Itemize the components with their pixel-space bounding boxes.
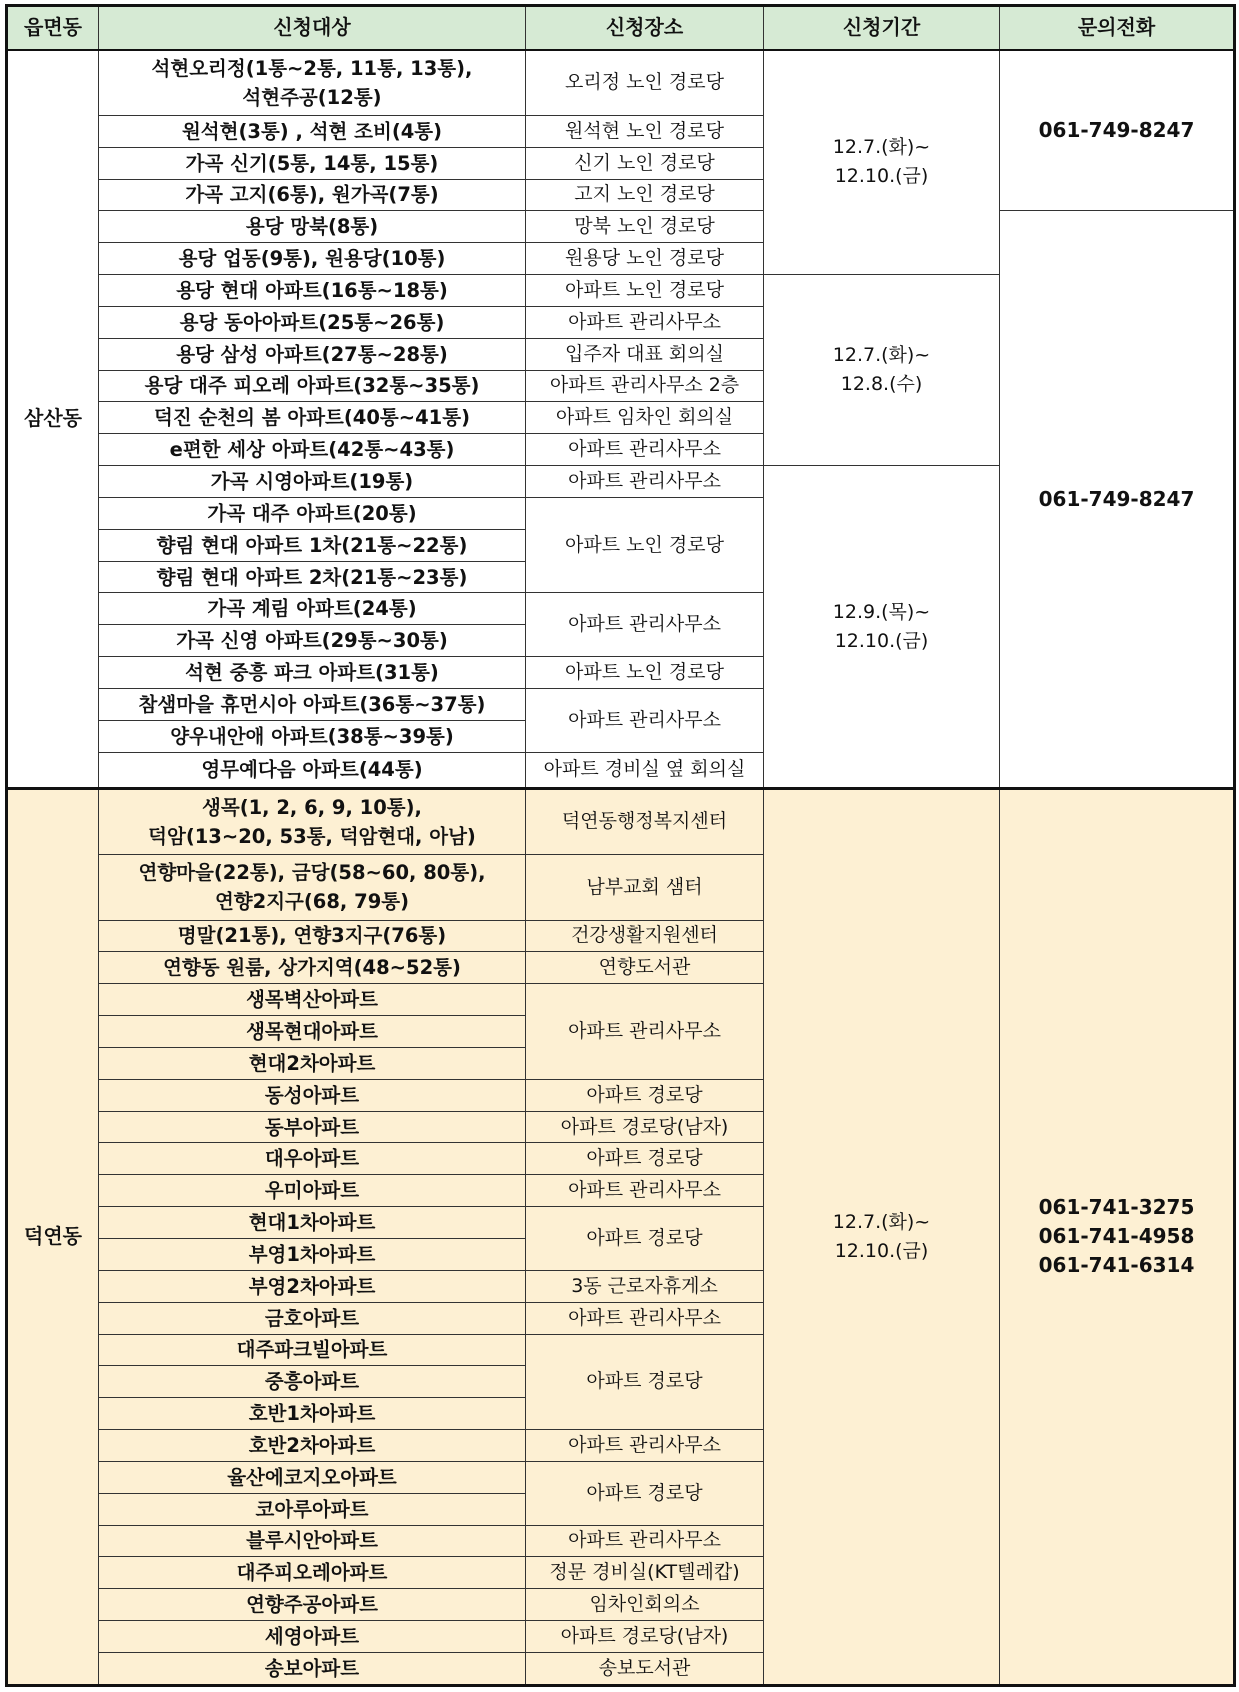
target-cell: 대우아파트 <box>99 1143 526 1175</box>
period-end: 12.10.(금) <box>834 629 929 652</box>
phone-number: 061-741-4958 <box>1038 1224 1195 1249</box>
target-cell <box>99 50 526 116</box>
target-cell: 동부아파트 <box>99 1111 526 1143</box>
period-start: 12.9.(목)~ <box>832 600 931 623</box>
target-cell: 부영1차아파트 <box>99 1238 526 1270</box>
header-phone: 문의전화 <box>1000 6 1235 50</box>
target-cell: 양우내안애 아파트(38통~39통) <box>99 720 526 752</box>
place-cell: 원용당 노인 경로당 <box>526 243 764 275</box>
target-cell: 영무예다음 아파트(44통) <box>99 752 526 788</box>
target-cell: 동성아파트 <box>99 1079 526 1111</box>
place-cell: 정문 경비실(KT텔레캅) <box>526 1557 764 1589</box>
target-cell: 가곡 신기(5통, 14통, 15통) <box>99 147 526 179</box>
target-cell: 율산에코지오아파트 <box>99 1461 526 1493</box>
place-cell: 아파트 노인 경로당 <box>526 657 764 689</box>
target-cell: 향림 현대 아파트 1차(21통~22통) <box>99 529 526 561</box>
place-cell: 아파트 경로당 <box>526 1461 764 1525</box>
target-line: 생목(1, 2, 6, 9, 10통), <box>202 795 422 819</box>
place-cell: 아파트 관리사무소 <box>526 593 764 657</box>
place-cell: 아파트 관리사무소 <box>526 1525 764 1557</box>
target-cell: e편한 세상 아파트(42통~43통) <box>99 434 526 466</box>
target-cell: 용당 업동(9통), 원용당(10통) <box>99 243 526 275</box>
period-cell <box>764 50 1000 275</box>
place-cell: 원석현 노인 경로당 <box>526 115 764 147</box>
target-cell: 현대2차아파트 <box>99 1047 526 1079</box>
target-line: 연향2지구(68, 79통) <box>214 890 410 914</box>
target-line: 석현주공(12통) <box>242 85 382 109</box>
phone-cell <box>1000 788 1235 1685</box>
target-cell: 가곡 시영아파트(19통) <box>99 466 526 498</box>
application-schedule-table <box>5 4 1236 1687</box>
place-cell: 아파트 임차인 회의실 <box>526 402 764 434</box>
target-cell: 대주피오레아파트 <box>99 1557 526 1589</box>
place-cell: 남부교회 샘터 <box>526 854 764 920</box>
place-cell: 아파트 경로당(남자) <box>526 1111 764 1143</box>
target-cell <box>99 788 526 854</box>
place-cell: 아파트 관리사무소 2층 <box>526 370 764 402</box>
dong-name: 삼산동 <box>7 50 99 789</box>
place-cell: 아파트 노인 경로당 <box>526 275 764 307</box>
place-cell: 아파트 노인 경로당 <box>526 497 764 593</box>
period-start: 12.7.(화)~ <box>832 344 931 367</box>
period-cell <box>764 466 1000 789</box>
place-cell: 아파트 관리사무소 <box>526 689 764 753</box>
place-cell: 아파트 관리사무소 <box>526 1430 764 1462</box>
target-cell: 현대1차아파트 <box>99 1207 526 1239</box>
target-cell: 세영아파트 <box>99 1621 526 1653</box>
target-cell: 블루시안아파트 <box>99 1525 526 1557</box>
deokyeon-section <box>7 788 1235 1685</box>
target-cell: 호반1차아파트 <box>99 1398 526 1430</box>
place-cell: 고지 노인 경로당 <box>526 179 764 211</box>
place-cell: 아파트 관리사무소 <box>526 1175 764 1207</box>
target-line: 연향마을(22통), 금당(58~60, 80통), <box>138 861 486 885</box>
table-header <box>7 6 1235 50</box>
target-cell <box>99 854 526 920</box>
place-cell: 망북 노인 경로당 <box>526 211 764 243</box>
target-cell: 용당 망북(8통) <box>99 211 526 243</box>
place-cell: 아파트 경비실 옆 회의실 <box>526 752 764 788</box>
phone-cell: 061-749-8247 <box>1000 50 1235 211</box>
target-cell: 가곡 계림 아파트(24통) <box>99 593 526 625</box>
target-line: 덕암(13~20, 53통, 덕암현대, 아남) <box>148 824 476 848</box>
period-end: 12.8.(수) <box>840 373 923 396</box>
phone-number: 061-741-6314 <box>1038 1253 1195 1278</box>
place-cell: 오리정 노인 경로당 <box>526 50 764 116</box>
place-cell: 송보도서관 <box>526 1652 764 1685</box>
header-period: 신청기간 <box>764 6 1000 50</box>
place-cell: 아파트 경로당 <box>526 1334 764 1430</box>
target-cell: 용당 삼성 아파트(27통~28통) <box>99 338 526 370</box>
place-cell: 아파트 관리사무소 <box>526 466 764 498</box>
place-cell: 아파트 관리사무소 <box>526 984 764 1080</box>
target-cell: 대주파크빌아파트 <box>99 1334 526 1366</box>
place-cell: 임차인회의소 <box>526 1589 764 1621</box>
target-cell: 코아루아파트 <box>99 1493 526 1525</box>
place-cell: 3동 근로자휴게소 <box>526 1270 764 1302</box>
place-cell: 신기 노인 경로당 <box>526 147 764 179</box>
target-cell: 우미아파트 <box>99 1175 526 1207</box>
target-cell: 덕진 순천의 봄 아파트(40통~41통) <box>99 402 526 434</box>
target-cell: 연향동 원룸, 상가지역(48~52통) <box>99 952 526 984</box>
target-cell: 부영2차아파트 <box>99 1270 526 1302</box>
target-cell: 금호아파트 <box>99 1302 526 1334</box>
target-cell: 호반2차아파트 <box>99 1430 526 1462</box>
period-end: 12.10.(금) <box>834 1239 929 1262</box>
target-cell: 생목현대아파트 <box>99 1016 526 1048</box>
target-cell: 연향주공아파트 <box>99 1589 526 1621</box>
target-cell: 석현 중흥 파크 아파트(31통) <box>99 657 526 689</box>
period-start: 12.7.(화)~ <box>832 1210 931 1233</box>
place-cell: 덕연동행정복지센터 <box>526 788 764 854</box>
period-start: 12.7.(화)~ <box>832 136 931 159</box>
target-cell: 용당 동아아파트(25통~26통) <box>99 306 526 338</box>
place-cell: 아파트 경로당 <box>526 1143 764 1175</box>
target-cell: 가곡 고지(6통), 원가곡(7통) <box>99 179 526 211</box>
header-place: 신청장소 <box>526 6 764 50</box>
place-cell: 아파트 관리사무소 <box>526 1302 764 1334</box>
header-target: 신청대상 <box>99 6 526 50</box>
target-cell: 용당 대주 피오레 아파트(32통~35통) <box>99 370 526 402</box>
place-cell: 입주자 대표 회의실 <box>526 338 764 370</box>
target-cell: 향림 현대 아파트 2차(21통~23통) <box>99 561 526 593</box>
place-cell: 연향도서관 <box>526 952 764 984</box>
phone-number: 061-741-3275 <box>1038 1195 1195 1220</box>
samsan-section <box>7 50 1235 789</box>
place-cell: 아파트 경로당 <box>526 1207 764 1271</box>
place-cell: 아파트 관리사무소 <box>526 434 764 466</box>
period-end: 12.10.(금) <box>834 165 929 188</box>
header-dong: 읍면동 <box>7 6 99 50</box>
phone-cell: 061-749-8247 <box>1000 211 1235 789</box>
target-cell: 용당 현대 아파트(16통~18통) <box>99 275 526 307</box>
target-line: 석현오리정(1통~2통, 11통, 13통), <box>151 56 473 80</box>
place-cell: 아파트 경로당 <box>526 1079 764 1111</box>
place-cell: 아파트 관리사무소 <box>526 306 764 338</box>
period-cell <box>764 788 1000 1685</box>
target-cell: 참샘마을 휴먼시아 아파트(36통~37통) <box>99 689 526 721</box>
target-cell: 중흥아파트 <box>99 1366 526 1398</box>
target-cell: 가곡 대주 아파트(20통) <box>99 497 526 529</box>
target-cell: 원석현(3통) , 석현 조비(4통) <box>99 115 526 147</box>
period-cell <box>764 275 1000 466</box>
target-cell: 명말(21통), 연향3지구(76통) <box>99 920 526 952</box>
target-cell: 생목벽산아파트 <box>99 984 526 1016</box>
dong-name: 덕연동 <box>7 788 99 1685</box>
place-cell: 아파트 경로당(남자) <box>526 1621 764 1653</box>
target-cell: 송보아파트 <box>99 1652 526 1685</box>
target-cell: 가곡 신영 아파트(29통~30통) <box>99 625 526 657</box>
place-cell: 건강생활지원센터 <box>526 920 764 952</box>
